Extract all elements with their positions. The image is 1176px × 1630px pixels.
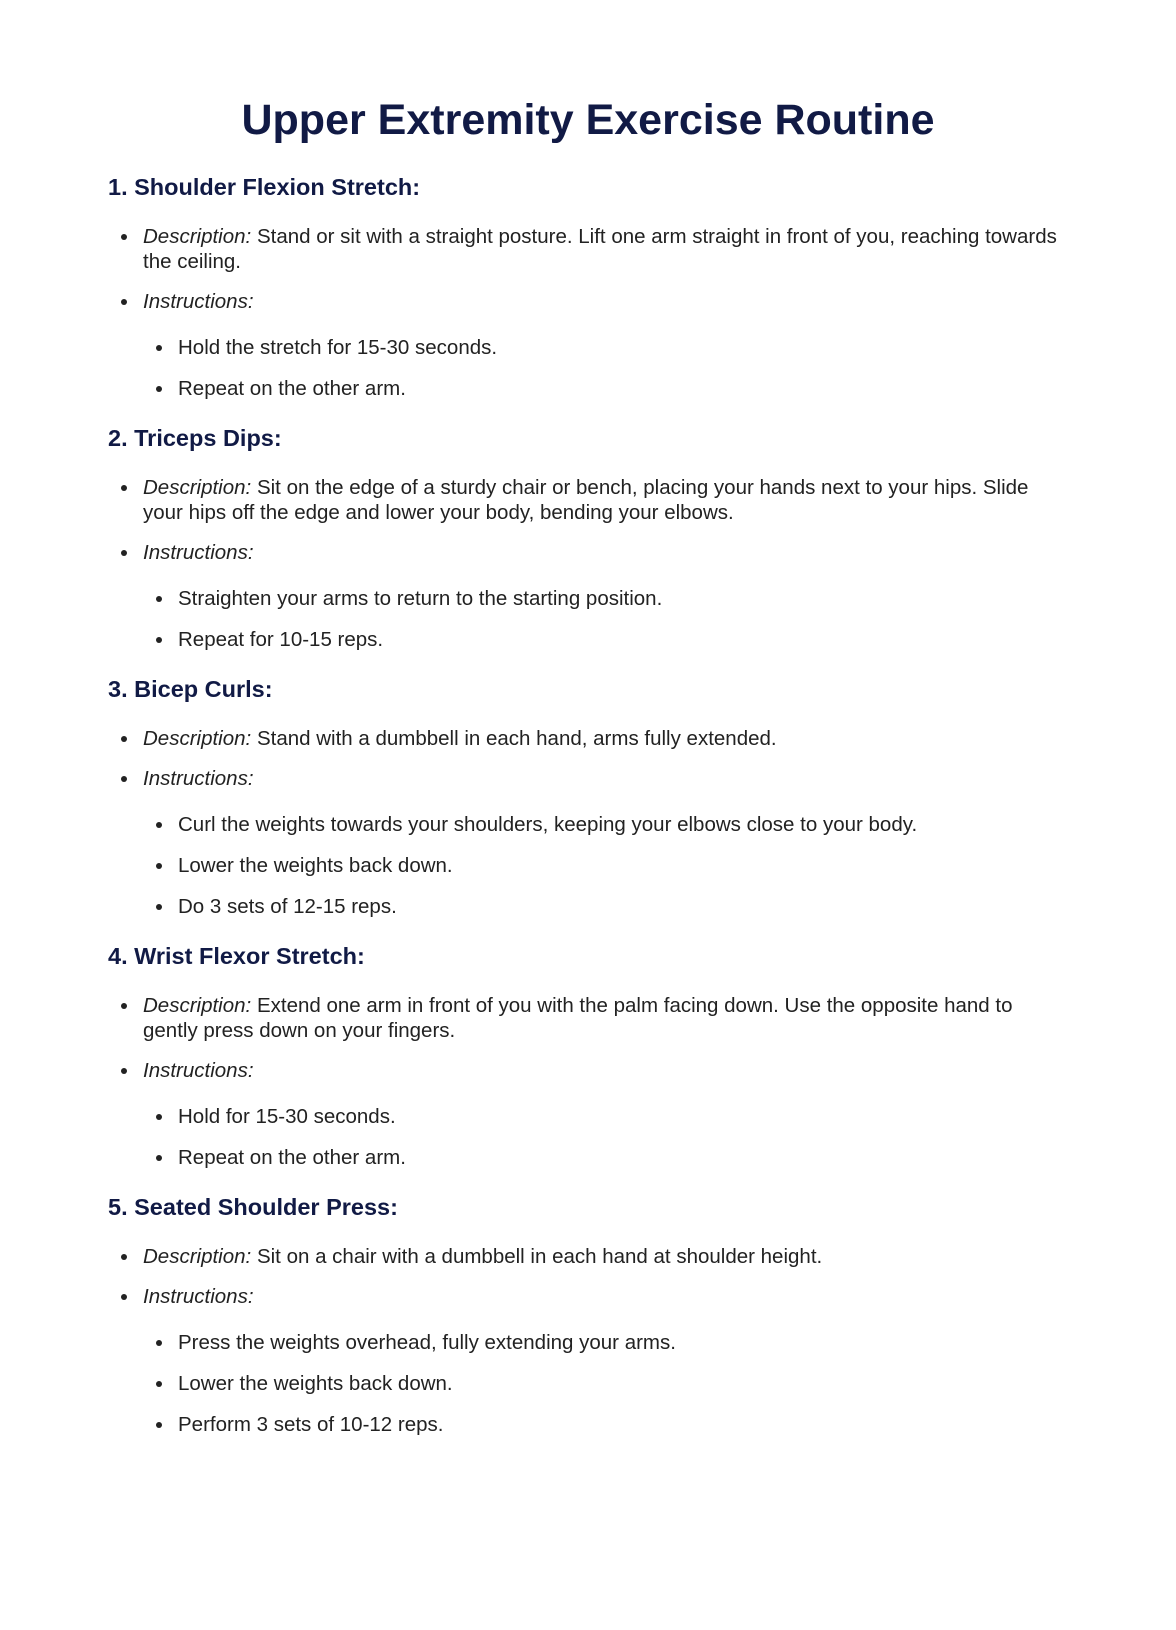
instruction-steps [143,1104,1068,1170]
description-item [143,993,1068,1043]
description-item [143,224,1068,274]
exercise-section [108,674,1068,919]
instructions-label: Instructions: [143,1285,254,1308]
instruction-step: Hold for 15-30 seconds. [178,1104,1068,1129]
instruction-step: Hold the stretch for 15-30 seconds. [178,335,1068,360]
instructions-item [143,1058,1068,1170]
exercise-section [108,1192,1068,1437]
exercise-details [108,475,1068,652]
instructions-item [143,1284,1068,1437]
instructions-item [143,766,1068,919]
description-label: Description: [143,225,252,248]
instruction-step: Straighten your arms to return to the starting position. [178,586,1068,611]
instruction-step: Repeat for 10-15 reps. [178,627,1068,652]
exercise-details [108,1244,1068,1437]
description-item [143,1244,1068,1269]
instruction-step: Repeat on the other arm. [178,1145,1068,1170]
instruction-steps [143,335,1068,401]
instruction-step: Perform 3 sets of 10-12 reps. [178,1412,1068,1437]
instructions-label: Instructions: [143,767,254,790]
exercise-details [108,726,1068,919]
description-label: Description: [143,1245,252,1268]
description-text: Extend one arm in front of you with the palm facing down. Use the opposite hand to gently press down on your fingers. [143,994,1013,1042]
instructions-item [143,289,1068,401]
instructions-label: Instructions: [143,541,254,564]
description-text: Stand or sit with a straight posture. Lift one arm straight in front of you, reaching towards the ceiling. [143,225,1057,273]
instruction-steps [143,586,1068,652]
description-text: Sit on the edge of a sturdy chair or bench, placing your hands next to your hips. Slide your hips off the edge and lower your body, bending your elbows. [143,476,1029,524]
document-title: Upper Extremity Exercise Routine [241,96,935,144]
description-label: Description: [143,994,252,1017]
description-label: Description: [143,727,252,750]
description-text: Sit on a chair with a dumbbell in each hand at shoulder height. [256,1245,823,1268]
instructions-label: Instructions: [143,1059,254,1082]
exercise-heading: 5. Seated Shoulder Press: [108,1194,398,1220]
instructions-label: Instructions: [143,290,254,313]
exercise-section [108,172,1068,401]
exercise-heading: 3. Bicep Curls: [108,676,273,702]
instruction-steps [143,1330,1068,1437]
instructions-item [143,540,1068,652]
exercise-heading: 2. Triceps Dips: [108,425,282,451]
instruction-step: Do 3 sets of 12-15 reps. [178,894,1068,919]
exercise-heading: 4. Wrist Flexor Stretch: [108,943,365,969]
instruction-step: Lower the weights back down. [178,1371,1068,1396]
instruction-steps [143,812,1068,919]
instruction-step: Repeat on the other arm. [178,376,1068,401]
instruction-step: Lower the weights back down. [178,853,1068,878]
instruction-step: Press the weights overhead, fully extending your arms. [178,1330,1068,1355]
exercise-details [108,993,1068,1170]
exercise-heading: 1. Shoulder Flexion Stretch: [108,174,421,200]
exercise-details [108,224,1068,401]
description-item [143,475,1068,525]
instruction-step: Curl the weights towards your shoulders, keeping your elbows close to your body. [178,812,1068,837]
exercise-list [108,172,1068,1437]
description-label: Description: [143,476,252,499]
exercise-section [108,423,1068,652]
description-text: Stand with a dumbbell in each hand, arms fully extended. [256,727,777,750]
description-item [143,726,1068,751]
exercise-section [108,941,1068,1170]
